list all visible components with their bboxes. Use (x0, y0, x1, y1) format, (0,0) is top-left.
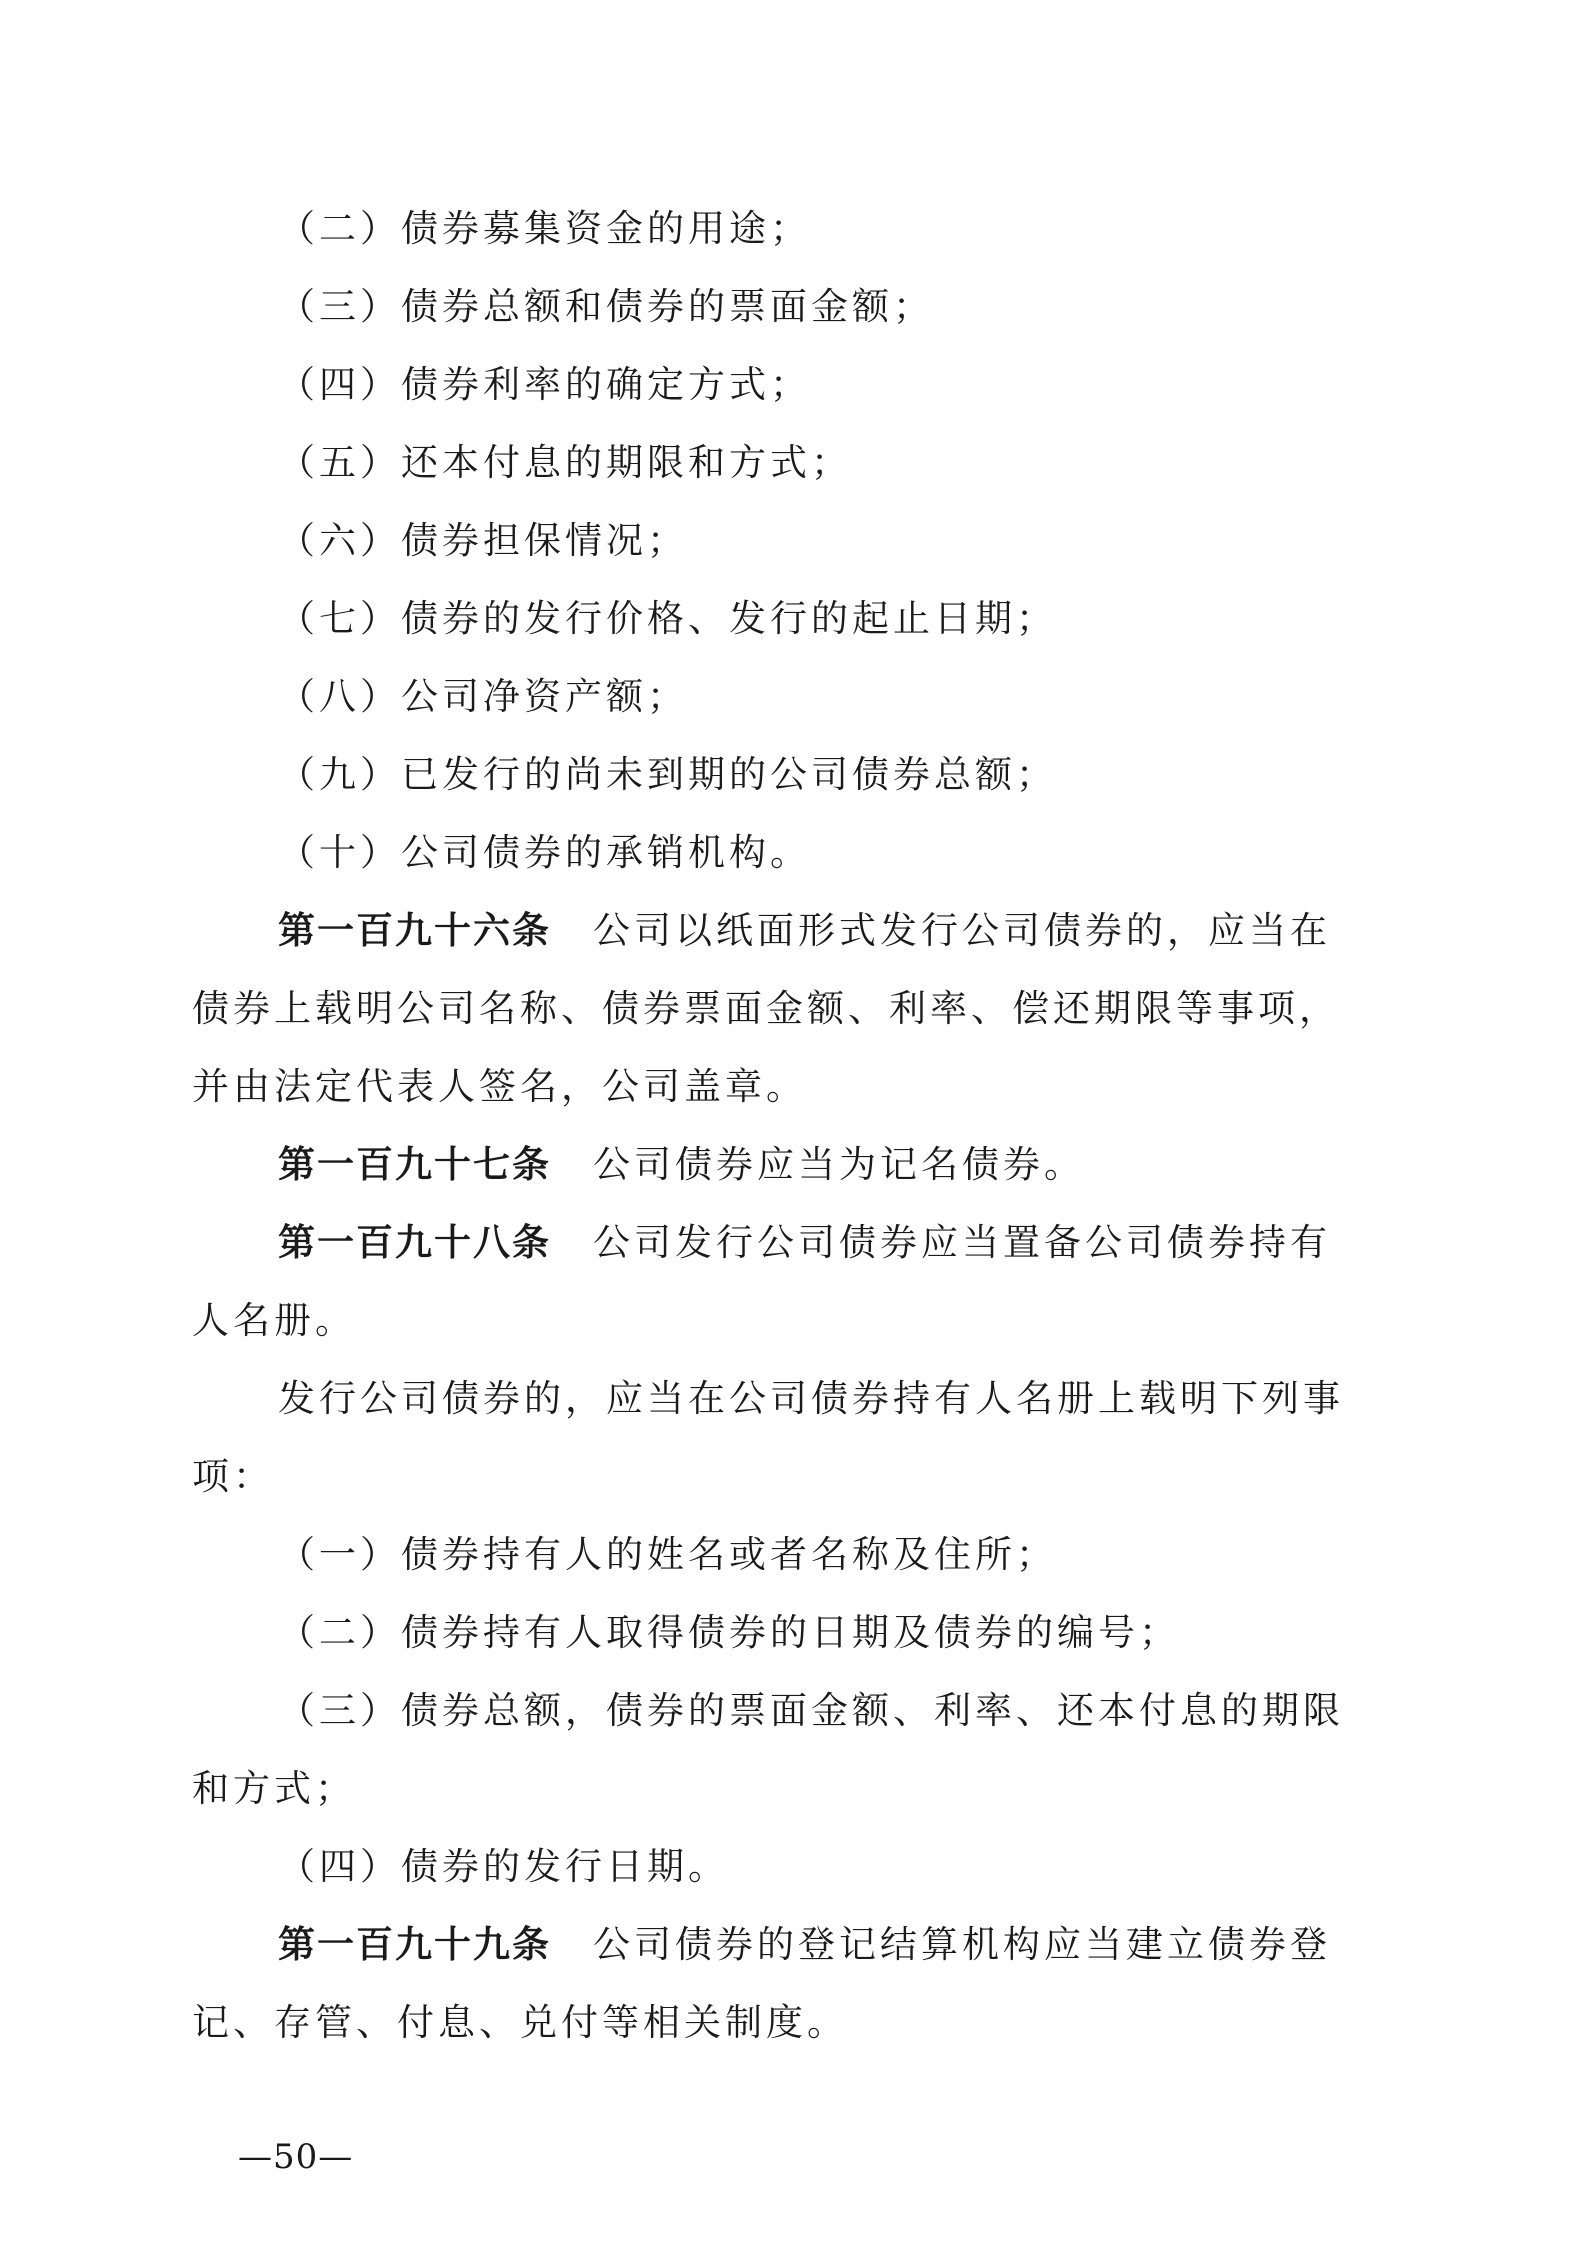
article-198-text: 公司发行公司债券应当置备公司债券持有 (593, 1221, 1331, 1264)
list-item-continuation: 和方式； (192, 1767, 356, 1810)
article-196-line-3: 并由法定代表人签名，公司盖章。 (192, 1065, 807, 1108)
list-item: （十）公司债券的承销机构。 (278, 831, 811, 874)
article-196-title: 第一百九十六条 (278, 909, 551, 952)
article-198-title: 第一百九十八条 (278, 1221, 551, 1264)
article-196-line-1 (278, 907, 1331, 955)
list-item: （二）债券持有人取得债券的日期及债券的编号； (278, 1611, 1180, 1654)
article-198-para2-line-1: 发行公司债券的，应当在公司债券持有人名册上载明下列事 (278, 1377, 1344, 1420)
list-item: （八）公司净资产额； (278, 675, 688, 718)
list-item: （二）债券募集资金的用途； (278, 207, 811, 250)
article-196-line-2: 债券上载明公司名称、债券票面金额、利率、偿还期限等事项， (192, 987, 1340, 1030)
article-199-text: 公司债券的登记结算机构应当建立债券登 (593, 1923, 1331, 1966)
list-item: （三）债券总额，债券的票面金额、利率、还本付息的期限 (278, 1689, 1344, 1732)
list-item: （四）债券利率的确定方式； (278, 363, 811, 406)
article-197-line-1 (278, 1141, 1085, 1189)
article-199-line-2: 记、存管、付息、兑付等相关制度。 (192, 2001, 848, 2044)
page-number: —50— (238, 2137, 354, 2177)
list-item: （一）债券持有人的姓名或者名称及住所； (278, 1533, 1057, 1576)
list-item: （三）债券总额和债券的票面金额； (278, 285, 934, 328)
article-199-line-1 (278, 1921, 1331, 1969)
article-197-text: 公司债券应当为记名债券。 (593, 1143, 1085, 1186)
article-198-line-1 (278, 1219, 1331, 1267)
list-item: （六）债券担保情况； (278, 519, 688, 562)
list-item: （七）债券的发行价格、发行的起止日期； (278, 597, 1057, 640)
article-196-text: 公司以纸面形式发行公司债券的，应当在 (593, 909, 1331, 952)
article-197-title: 第一百九十七条 (278, 1143, 551, 1186)
article-199-title: 第一百九十九条 (278, 1923, 551, 1966)
article-198-para2-line-2: 项： (192, 1455, 274, 1498)
article-198-line-2: 人名册。 (192, 1299, 356, 1342)
list-item: （四）债券的发行日期。 (278, 1845, 729, 1888)
list-item: （九）已发行的尚未到期的公司债券总额； (278, 753, 1057, 796)
list-item: （五）还本付息的期限和方式； (278, 441, 852, 484)
